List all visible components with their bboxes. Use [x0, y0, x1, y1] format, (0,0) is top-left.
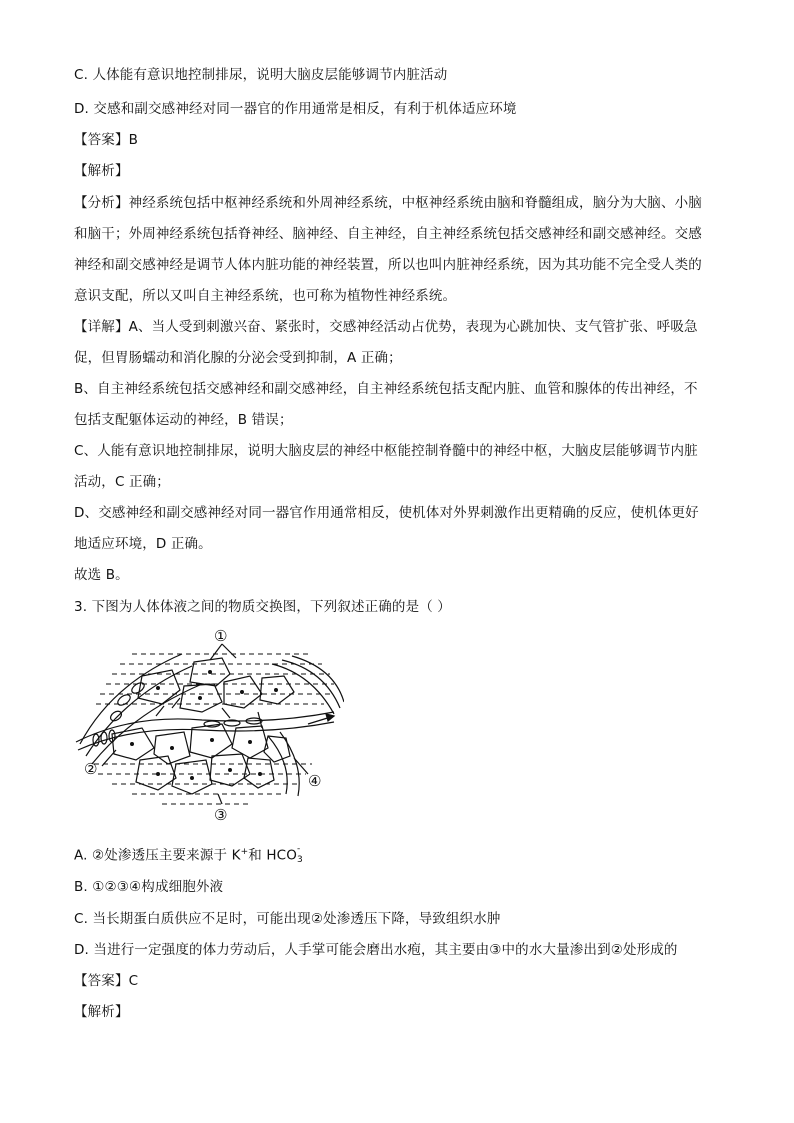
analysis-line: 故选 B。: [74, 567, 129, 583]
q3-option-c: C. 当长期蛋白质供应不足时，可能出现②处渗透压下降，导致组织水肿: [74, 911, 501, 927]
label-2: ②: [84, 760, 98, 778]
option-a-text-2: 和 HCO: [248, 847, 298, 864]
label-3: ③: [214, 806, 228, 824]
analysis-line: 【详解】A、当人受到刺激兴奋、紧张时，交感神经活动占优势，表现为心跳加快、支气管扩张、呼吸急: [74, 319, 698, 335]
hco3-charge: -: [297, 843, 301, 854]
analysis-line: 意识支配，所以又叫自主神经系统，也可称为植物性神经系统。: [74, 288, 457, 304]
analysis-line: 包括支配躯体运动的神经，B 错误；: [74, 412, 293, 428]
analysis-line: 地适应环境，D 正确。: [74, 536, 212, 552]
q3-option-d: D. 当进行一定强度的体力劳动后，人手掌可能会磨出水疱，其主要由③中的水大量渗出到②处形成的: [74, 942, 678, 958]
analysis-line: 活动，C 正确；: [74, 474, 170, 490]
q3-analysis-title: 【解析】: [74, 1004, 129, 1020]
tissue-cells: [112, 658, 294, 794]
analysis-line: 神经和副交感神经是调节人体内脏功能的神经装置，所以也叫内脏神经系统，因为其功能不完全受人类的: [74, 257, 702, 273]
q2-analysis-title: 【解析】: [74, 163, 129, 179]
body-fluid-exchange-diagram: [72, 624, 344, 824]
q3-stem: 3. 下图为人体体液之间的物质交换图，下列叙述正确的是（ ）: [74, 599, 451, 615]
hco3-subscript: 3: [297, 854, 303, 865]
exchange-arrows: [156, 698, 334, 728]
k-charge: +: [240, 847, 249, 857]
q2-option-c: C. 人体能有意识地控制排尿，说明大脑皮层能够调节内脏活动: [74, 67, 448, 83]
q2-option-d: D. 交感和副交感神经对同一器官的作用通常是相反，有利于机体适应环境: [74, 101, 517, 117]
q3-option-a: [74, 843, 304, 865]
analysis-line: C、人能有意识地控制排尿，说明大脑皮层的神经中枢能控制脊髓中的神经中枢，大脑皮层能够调节内脏: [74, 443, 698, 459]
analysis-line: B、自主神经系统包括交感神经和副交感神经，自主神经系统包括支配内脏、血管和腺体的传出神经，不: [74, 381, 698, 397]
q2-answer: 【答案】B: [74, 132, 139, 148]
option-a-text: A. ②处渗透压主要来源于 K: [74, 847, 241, 864]
analysis-line: 【分析】神经系统包括中枢神经系统和外周神经系统，中枢神经系统由脑和脊髓组成，脑分为大脑、小脑: [74, 195, 702, 211]
q3-answer: 【答案】C: [74, 973, 139, 989]
q3-option-b: B. ①②③④构成细胞外液: [74, 879, 224, 895]
analysis-line: 促，但胃肠蠕动和消化腺的分泌会受到抑制，A 正确；: [74, 350, 402, 366]
analysis-line: 和脑干；外周神经系统包括脊神经、脑神经、自主神经，自主神经系统包括交感神经和副交感神经。交感: [74, 226, 702, 242]
lymph-vessel: [76, 712, 334, 750]
analysis-line: D、交感神经和副交感神经对同一器官作用通常相反，使机体对外界刺激作出更精确的反应，使机体更好: [74, 505, 699, 521]
label-4: ④: [308, 772, 322, 790]
label-1: ①: [214, 627, 228, 645]
